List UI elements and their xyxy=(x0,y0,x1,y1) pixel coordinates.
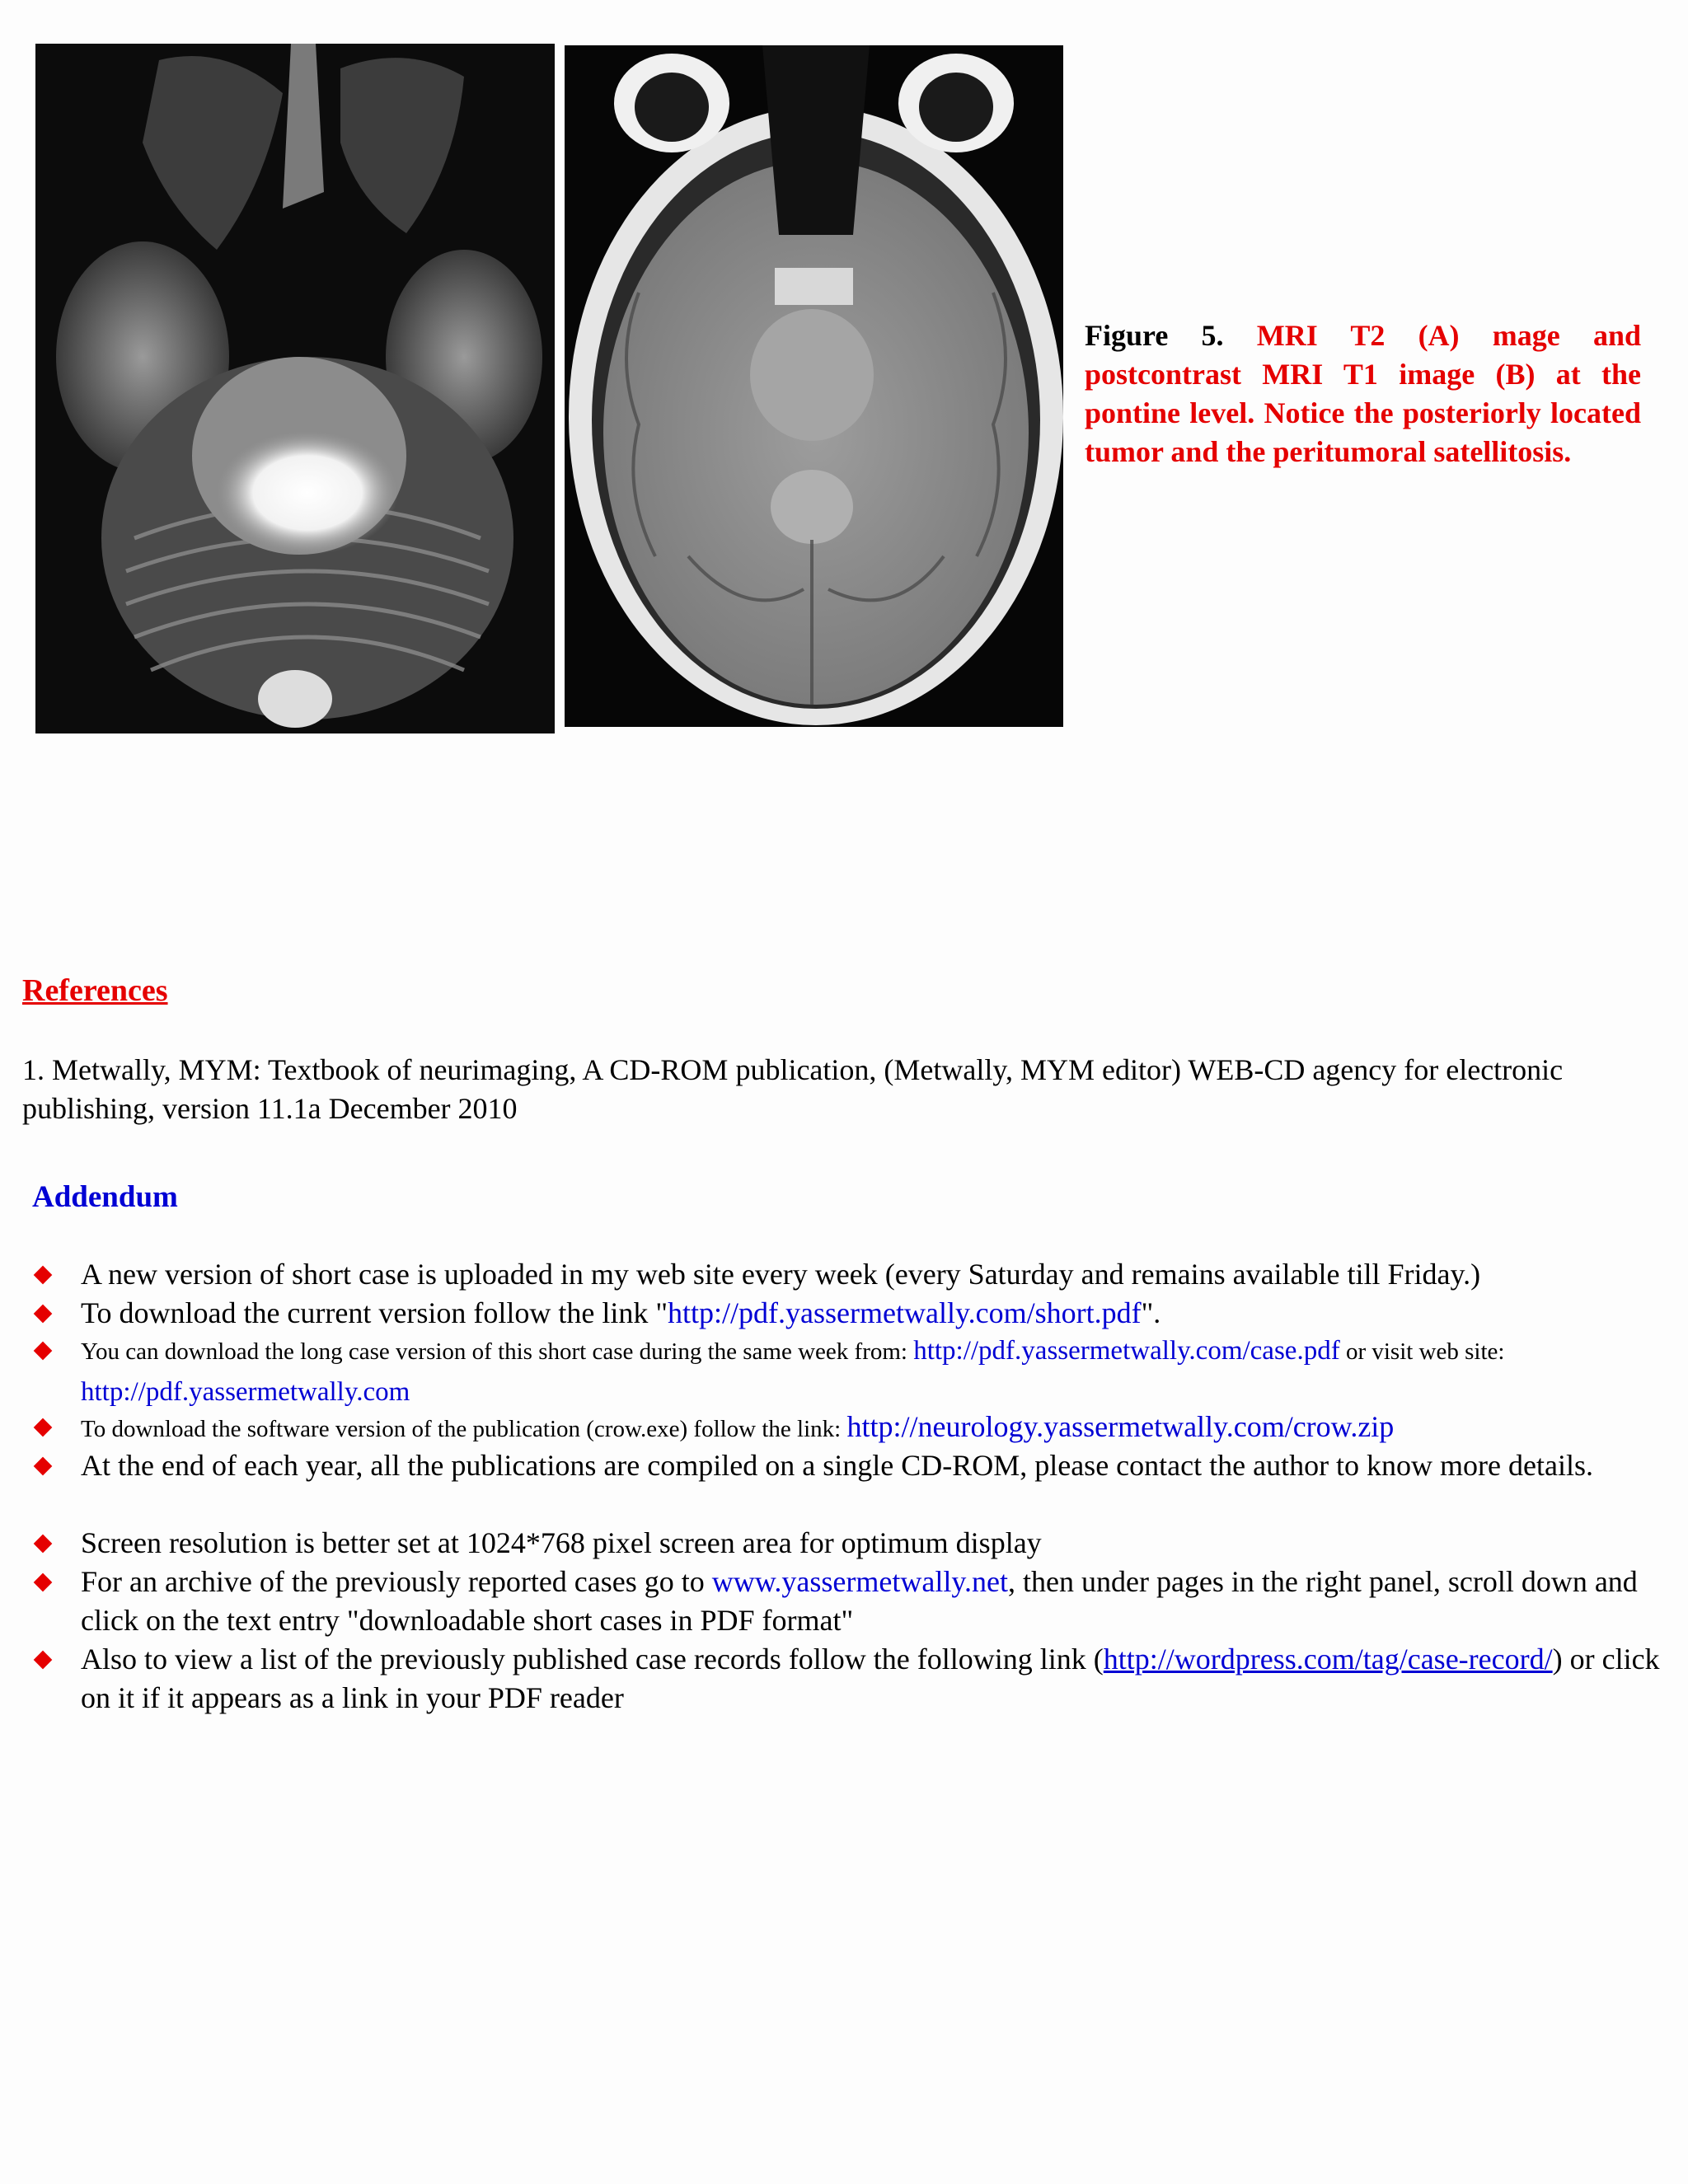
crow-zip-link[interactable]: http://neurology.yassermetwally.com/crow.zip xyxy=(846,1410,1395,1443)
addendum-item-text: At the end of each year, all the publications are compiled on a single CD-ROM, please contact the author to know more details. xyxy=(81,1449,1593,1482)
figure-caption-text: MRI T2 (A) mage and postcontrast MRI T1 image (B) at the pontine level. Notice the posteriorly located tumor and the peritumoral satellitosis. xyxy=(1085,319,1641,468)
addendum-item-archive xyxy=(81,1563,1667,1640)
mri-t2-image-a xyxy=(35,44,555,733)
addendum-item-text: Screen resolution is better set at 1024*768 pixel screen area for optimum display xyxy=(81,1526,1042,1559)
addendum-item-long-case xyxy=(81,1333,1667,1415)
addendum-item-case-records xyxy=(81,1640,1667,1718)
reference-item: 1. Metwally, MYM: Textbook of neurimaging, A CD-ROM publication, (Metwally, MYM editor) WEB-CD agency for electronic publishing, version 11.1a December 2010 xyxy=(22,1053,1564,1125)
addendum-item-weekly xyxy=(81,1255,1667,1294)
figure-label: Figure 5. xyxy=(1085,319,1224,352)
addendum-item-cdrom xyxy=(81,1446,1667,1485)
addendum-item-resolution xyxy=(81,1524,1667,1563)
addendum-item-download-current xyxy=(81,1294,1667,1333)
addendum-item-text: To download the software version of the publication (crow.exe) follow the link: xyxy=(81,1416,847,1442)
case-pdf-link[interactable]: http://pdf.yassermetwally.com/case.pdf xyxy=(913,1336,1340,1366)
addendum-item-text: ". xyxy=(1141,1296,1161,1329)
addendum-item-text: ) or click on it if it appears as a link in your PDF reader xyxy=(81,1643,1660,1714)
wordpress-case-record-link[interactable]: http://wordpress.com/tag/case-record/ xyxy=(1103,1643,1553,1675)
addendum-item-text: or visit web site: xyxy=(1339,1338,1505,1365)
addendum-item-text: Also to view a list of the previously published case records follow the following link ( xyxy=(81,1643,1104,1675)
website-link[interactable]: http://pdf.yassermetwally.com xyxy=(81,1377,410,1407)
figure-caption xyxy=(1085,316,1641,471)
addendum-item-software xyxy=(81,1408,1667,1452)
addendum-heading: Addendum xyxy=(32,1180,178,1214)
addendum-item-text: To download the current version follow the link " xyxy=(81,1296,668,1329)
references-heading: References xyxy=(22,973,168,1008)
short-pdf-link[interactable]: http://pdf.yassermetwally.com/short.pdf xyxy=(668,1296,1142,1329)
addendum-item-text: You can download the long case version of this short case during the same week from: xyxy=(81,1338,914,1365)
yassermetwally-net-link[interactable]: www.yassermetwally.net xyxy=(711,1565,1008,1598)
mri-t1-image-b xyxy=(565,45,1063,727)
addendum-item-text: A new version of short case is uploaded in my web site every week (every Saturday and remains available till Friday.) xyxy=(81,1258,1481,1291)
addendum-item-text: For an archive of the previously reported cases go to xyxy=(81,1565,712,1598)
addendum-item-text: , then under pages in the right panel, scroll down and click on the text entry "downloadable short cases in PDF format" xyxy=(81,1565,1638,1637)
